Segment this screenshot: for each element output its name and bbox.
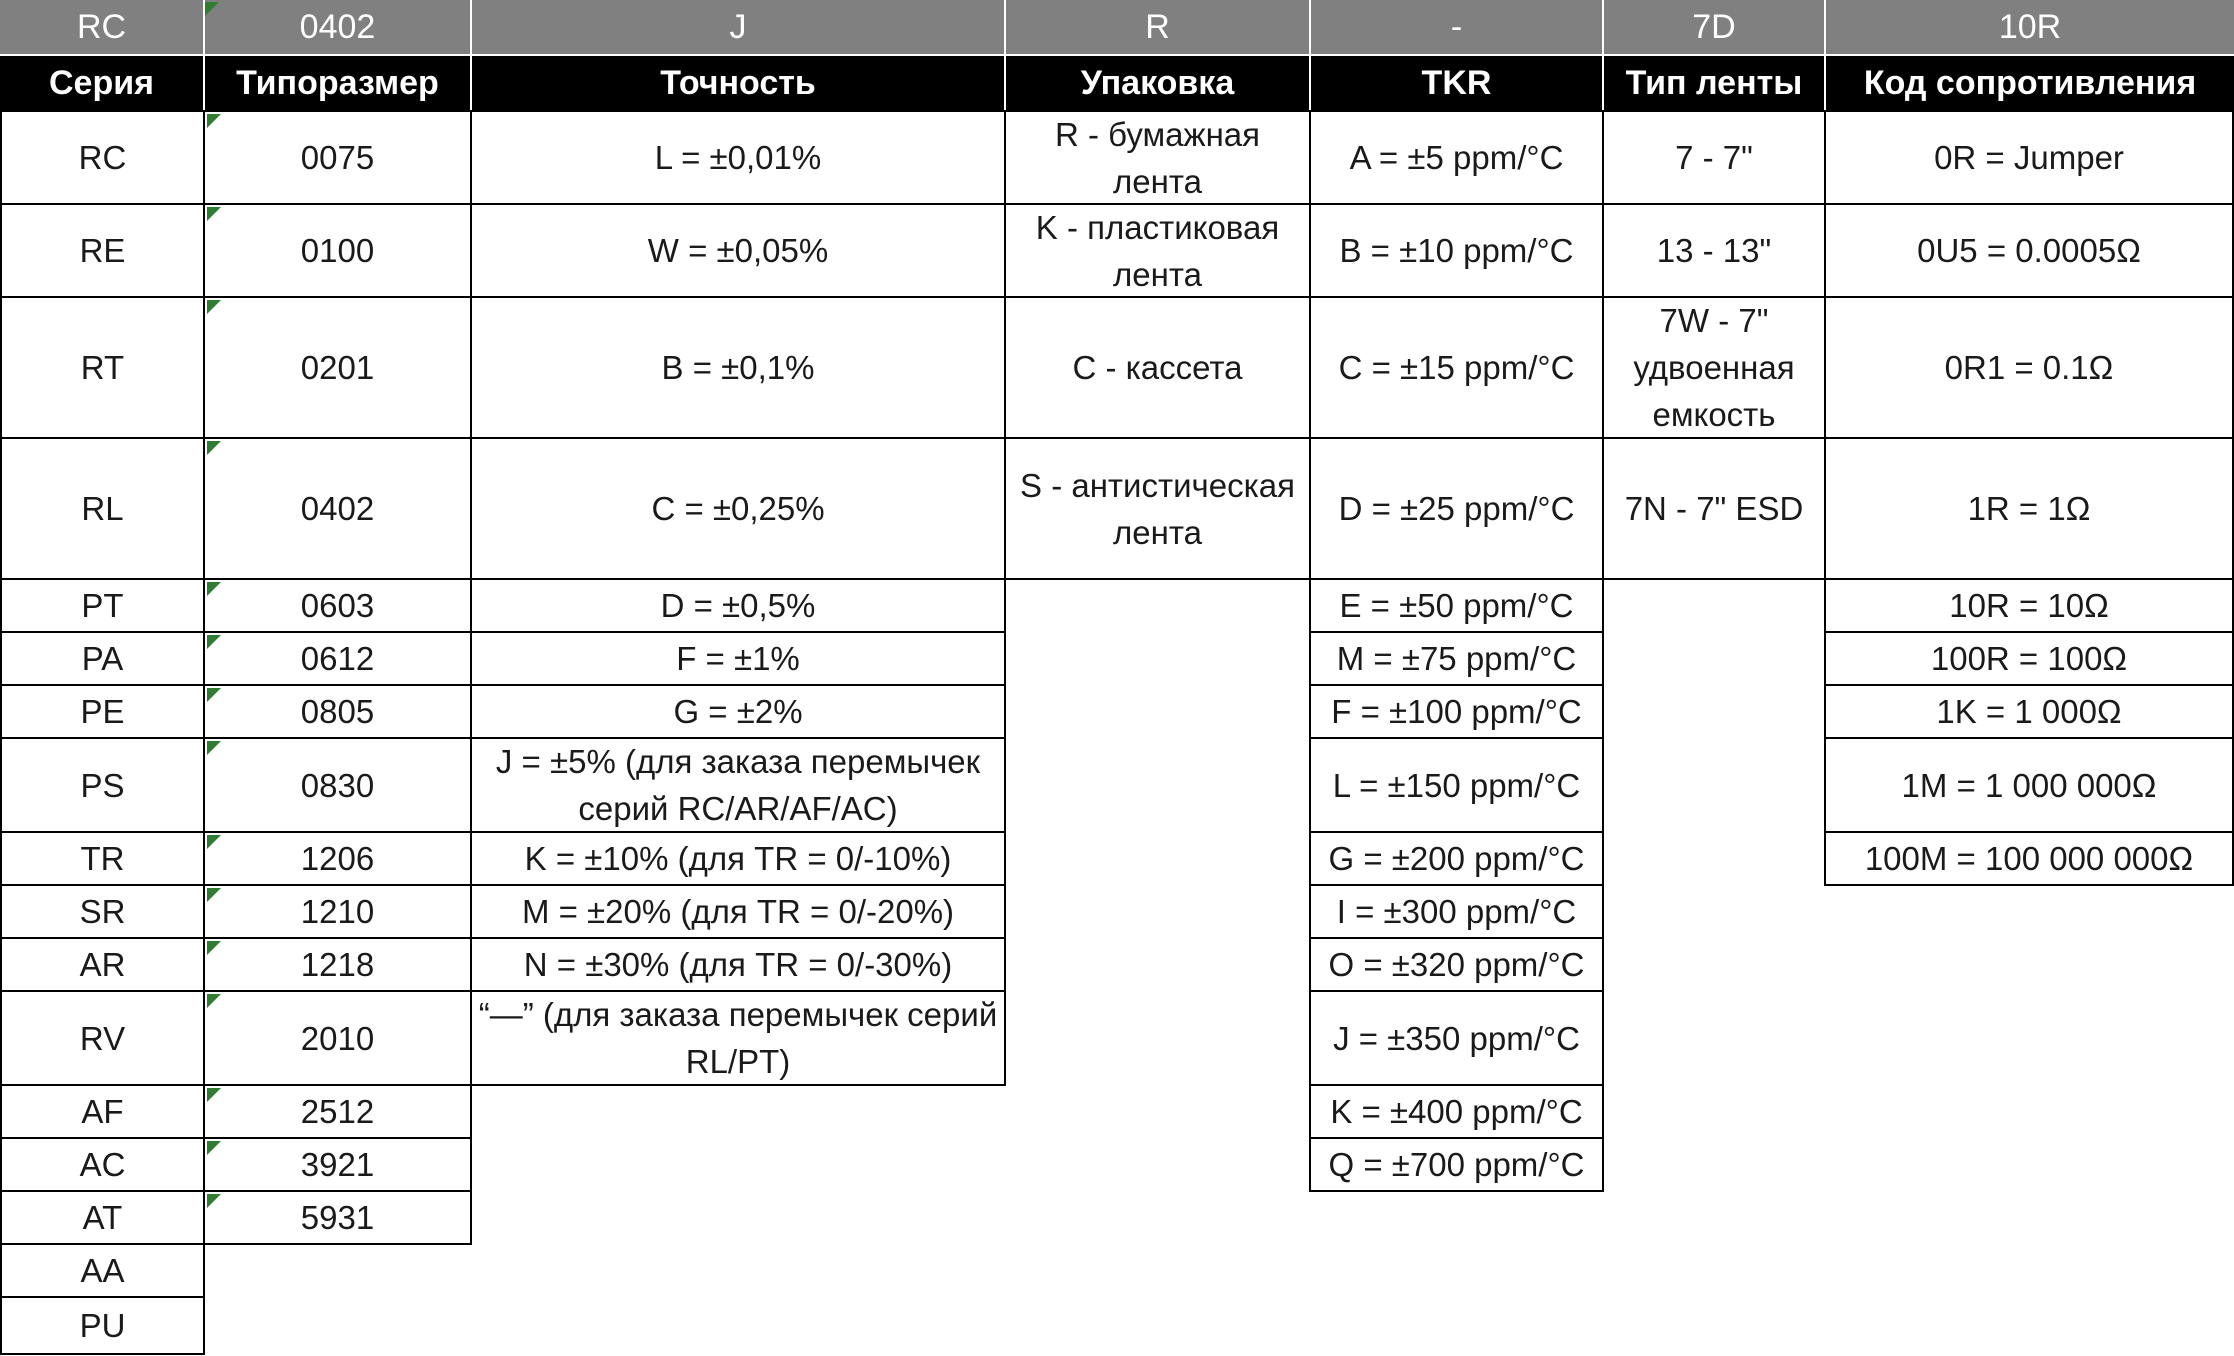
size-cell: 0201 — [203, 296, 472, 439]
tkr-cell: D = ±25 ppm/°C — [1309, 437, 1604, 580]
tolerance-cell: G = ±2% — [470, 684, 1006, 739]
tape-cell: 7 - 7" — [1602, 110, 1826, 205]
series-cell: PE — [0, 684, 205, 739]
code-cell-size: 0402 — [205, 0, 470, 54]
size-cell: 1210 — [203, 884, 472, 939]
tkr-cell: E = ±50 ppm/°C — [1309, 578, 1604, 633]
tkr-cell: A = ±5 ppm/°C — [1309, 110, 1604, 205]
size-cell: 0830 — [203, 737, 472, 833]
comment-marker-icon — [207, 635, 221, 649]
resistance-cell: 0U5 = 0.0005Ω — [1824, 203, 2234, 298]
column-header-packaging: Упаковка — [1006, 56, 1309, 110]
comment-marker-icon — [207, 941, 221, 955]
code-cell-tkr: - — [1311, 0, 1602, 54]
comment-marker-icon — [207, 582, 221, 596]
series-cell: AA — [0, 1243, 205, 1298]
comment-marker-icon — [207, 207, 221, 221]
column-header-resistance: Код сопротивления — [1826, 56, 2234, 110]
size-cell: 2512 — [203, 1084, 472, 1139]
tape-cell: 7N - 7" ESD — [1602, 437, 1826, 580]
tolerance-cell: D = ±0,5% — [470, 578, 1006, 633]
size-cell: 0805 — [203, 684, 472, 739]
column-header-series: Серия — [0, 56, 203, 110]
tolerance-cell: L = ±0,01% — [470, 110, 1006, 205]
comment-marker-icon — [207, 1088, 221, 1102]
series-cell: AC — [0, 1137, 205, 1192]
tape-cell: 7W - 7" удвоенная емкость — [1602, 296, 1826, 439]
series-cell: RC — [0, 110, 205, 205]
series-cell: RE — [0, 203, 205, 298]
series-cell: RL — [0, 437, 205, 580]
tolerance-cell: M = ±20% (для TR = 0/-20%) — [470, 884, 1006, 939]
resistance-cell: 0R1 = 0.1Ω — [1824, 296, 2234, 439]
code-cell-tolerance: J — [472, 0, 1004, 54]
tkr-cell: Q = ±700 ppm/°C — [1309, 1137, 1604, 1192]
packaging-cell: S - антистическая лента — [1004, 437, 1311, 580]
column-header-tape: Тип ленты — [1604, 56, 1824, 110]
code-cell-packaging: R — [1006, 0, 1309, 54]
tolerance-cell: C = ±0,25% — [470, 437, 1006, 580]
tolerance-cell: “—” (для заказа перемычек серий RL/PT) — [470, 990, 1006, 1086]
series-cell: RV — [0, 990, 205, 1086]
comment-marker-icon — [207, 888, 221, 902]
resistance-cell: 1K = 1 000Ω — [1824, 684, 2234, 739]
comment-marker-icon — [207, 835, 221, 849]
series-cell: AT — [0, 1190, 205, 1245]
tkr-cell: G = ±200 ppm/°C — [1309, 831, 1604, 886]
tkr-cell: J = ±350 ppm/°C — [1309, 990, 1604, 1086]
tolerance-cell: B = ±0,1% — [470, 296, 1006, 439]
column-header-tkr: TKR — [1311, 56, 1602, 110]
series-cell: PT — [0, 578, 205, 633]
comment-marker-icon — [207, 1194, 221, 1208]
tkr-cell: K = ±400 ppm/°C — [1309, 1084, 1604, 1139]
comment-marker-icon — [205, 2, 219, 16]
series-cell: AR — [0, 937, 205, 992]
series-cell: PA — [0, 631, 205, 686]
series-cell: RT — [0, 296, 205, 439]
comment-marker-icon — [207, 994, 221, 1008]
size-cell: 5931 — [203, 1190, 472, 1245]
tkr-cell: F = ±100 ppm/°C — [1309, 684, 1604, 739]
tkr-cell: L = ±150 ppm/°C — [1309, 737, 1604, 833]
size-cell: 3921 — [203, 1137, 472, 1192]
size-cell: 0100 — [203, 203, 472, 298]
comment-marker-icon — [207, 688, 221, 702]
resistance-cell: 1R = 1Ω — [1824, 437, 2234, 580]
resistance-cell: 10R = 10Ω — [1824, 578, 2234, 633]
series-cell: TR — [0, 831, 205, 886]
tolerance-cell: F = ±1% — [470, 631, 1006, 686]
resistance-cell: 1M = 1 000 000Ω — [1824, 737, 2234, 833]
tolerance-cell: K = ±10% (для TR = 0/-10%) — [470, 831, 1006, 886]
size-cell: 1218 — [203, 937, 472, 992]
size-cell: 0402 — [203, 437, 472, 580]
size-cell: 0603 — [203, 578, 472, 633]
size-cell: 1206 — [203, 831, 472, 886]
tape-cell: 13 - 13" — [1602, 203, 1826, 298]
column-header-size: Типоразмер — [205, 56, 470, 110]
comment-marker-icon — [207, 1141, 221, 1155]
resistance-cell: 100M = 100 000 000Ω — [1824, 831, 2234, 886]
resistance-cell: 0R = Jumper — [1824, 110, 2234, 205]
series-cell: AF — [0, 1084, 205, 1139]
packaging-cell: R - бумажная лента — [1004, 110, 1311, 205]
tolerance-cell: J = ±5% (для заказа перемычек серий RC/AR/AF/AC) — [470, 737, 1006, 833]
packaging-cell: K - пластиковая лента — [1004, 203, 1311, 298]
size-cell: 0612 — [203, 631, 472, 686]
tkr-cell: C = ±15 ppm/°C — [1309, 296, 1604, 439]
packaging-cell: C - кассета — [1004, 296, 1311, 439]
tkr-cell: I = ±300 ppm/°C — [1309, 884, 1604, 939]
comment-marker-icon — [207, 114, 221, 128]
column-header-tolerance: Точность — [472, 56, 1004, 110]
tolerance-cell: W = ±0,05% — [470, 203, 1006, 298]
tkr-cell: O = ±320 ppm/°C — [1309, 937, 1604, 992]
series-cell: PS — [0, 737, 205, 833]
size-cell: 2010 — [203, 990, 472, 1086]
tkr-cell: B = ±10 ppm/°C — [1309, 203, 1604, 298]
tolerance-cell: N = ±30% (для TR = 0/-30%) — [470, 937, 1006, 992]
resistance-cell: 100R = 100Ω — [1824, 631, 2234, 686]
code-cell-series: RC — [0, 0, 203, 54]
series-cell: SR — [0, 884, 205, 939]
series-cell: PU — [0, 1296, 205, 1355]
comment-marker-icon — [207, 741, 221, 755]
code-cell-resistance: 10R — [1826, 0, 2234, 54]
comment-marker-icon — [207, 300, 221, 314]
code-cell-tape: 7D — [1604, 0, 1824, 54]
tkr-cell: M = ±75 ppm/°C — [1309, 631, 1604, 686]
size-cell: 0075 — [203, 110, 472, 205]
comment-marker-icon — [207, 441, 221, 455]
